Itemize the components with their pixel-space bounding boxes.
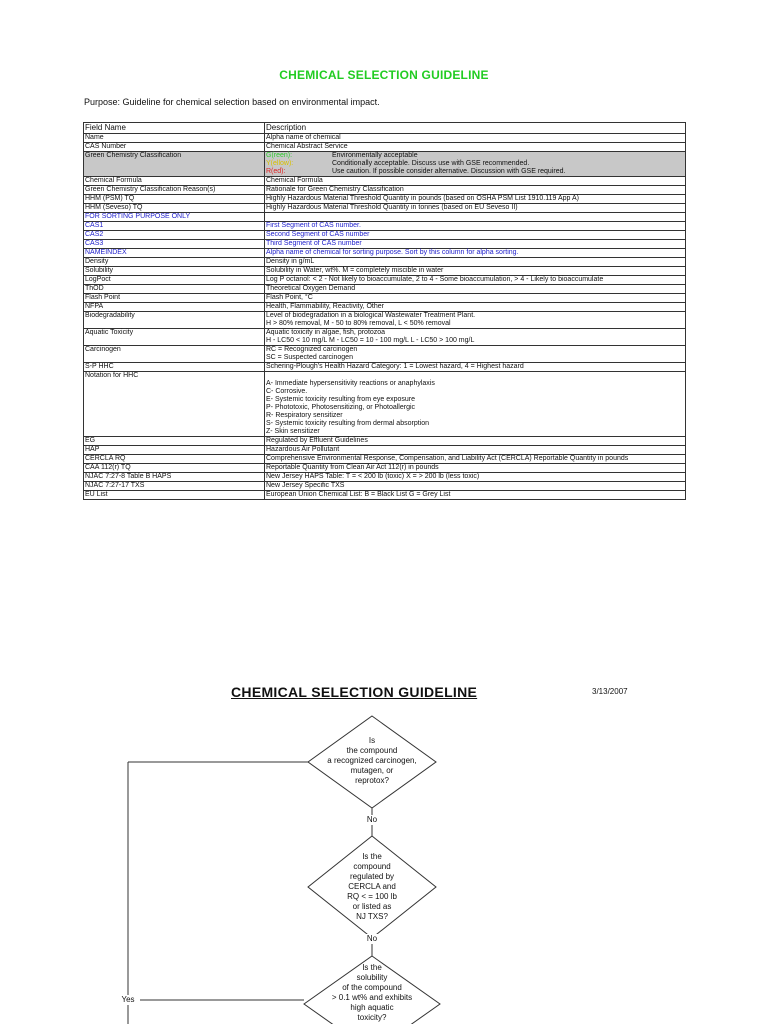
- field-name-cell: Aquatic Toxicity: [84, 329, 265, 346]
- description-cell: Comprehensive Environmental Response, Compensation, and Liability Act (CERCLA) Reportable Quantity in pounds: [265, 455, 686, 464]
- description-cell: Alpha name of chemical for sorting purpose. Sort by this column for alpha sorting.: [265, 249, 686, 258]
- field-name-cell: FOR SORTING PURPOSE ONLY: [84, 213, 265, 222]
- field-name-cell: EU List: [84, 491, 265, 500]
- description-cell: Log P octanol: < 2 - Not likely to bioaccumulate, 2 to 4 - Some bioaccumulation, > 4 - Likely to bioaccumulate: [265, 276, 686, 285]
- field-name-cell: Flash Point: [84, 294, 265, 303]
- classification-text: Environmentally acceptable: [332, 152, 418, 159]
- description-cell: Second Segment of CAS number: [265, 231, 686, 240]
- field-name-cell: NJAC 7:27-8 Table B HAPS: [84, 473, 265, 482]
- field-name-cell: NFPA: [84, 303, 265, 312]
- description-cell: Density in g/mL: [265, 258, 686, 267]
- field-name-cell: HHM (Seveso) TQ: [84, 204, 265, 213]
- description-cell: Chemical Formula: [265, 177, 686, 186]
- description-cell: Solubility in Water, wt%. M = completely miscible in water: [265, 267, 686, 276]
- field-name-cell: CAS1: [84, 222, 265, 231]
- header-field-name: Field Name: [84, 123, 265, 134]
- description-cell: First Segment of CAS number.: [265, 222, 686, 231]
- classification-tag: G(reen):: [266, 152, 293, 159]
- field-name-cell: HHM (PSM) TQ: [84, 195, 265, 204]
- description-cell: Third Segment of CAS number: [265, 240, 686, 249]
- classification-text: Conditionally acceptable. Discuss use with GSE recommended.: [332, 160, 530, 167]
- field-name-cell: HAP: [84, 446, 265, 455]
- header-description: Description: [265, 123, 686, 134]
- field-name-cell: CAS3: [84, 240, 265, 249]
- field-name-cell: Biodegradability: [84, 312, 265, 329]
- question-3: Is the solubility of the compound > 0.1 wt% and exhibits high aquatic toxicity?: [331, 963, 413, 1022]
- field-name-cell: LogPoct: [84, 276, 265, 285]
- description-cell: Highly Hazardous Material Threshold Quantity in tonnes (based on EU Seveso II): [265, 204, 686, 213]
- no-label-2: No: [352, 934, 392, 944]
- description-cell: Chemical Abstract Service: [265, 143, 686, 152]
- description-cell: European Union Chemical List: B = Black List G = Grey List: [265, 491, 686, 500]
- flowchart-title: CHEMICAL SELECTION GUIDELINE: [231, 684, 478, 700]
- no-label-1: No: [352, 815, 392, 825]
- field-name-cell: CAA 112(r) TQ: [84, 464, 265, 473]
- description-cell: Health, Flammability, Reactivity, Other: [265, 303, 686, 312]
- description-cell: Schering-Plough's Health Hazard Category: 1 = Lowest hazard, 4 = Highest hazard: [265, 363, 686, 372]
- field-name-cell: ThOD: [84, 285, 265, 294]
- description-cell: New Jersey HAPS Table: T = < 200 lb (toxic) X = > 200 lb (less toxic): [265, 473, 686, 482]
- question-2: Is the compound regulated by CERCLA and RQ < = 100 lb or listed as NJ TXS?: [347, 852, 397, 921]
- description-cell: Rationale for Green Chemistry Classification: [265, 186, 686, 195]
- classification-tag: R(ed):: [266, 168, 286, 175]
- description-cell: Flash Point, °C: [265, 294, 686, 303]
- description-cell: New Jersey Specific TXS: [265, 482, 686, 491]
- field-name-cell: Carcinogen: [84, 346, 265, 363]
- description-cell: Highly Hazardous Material Threshold Quantity in pounds (based on OSHA PSM List 1910.119 App A): [265, 195, 686, 204]
- field-name-cell: Name: [84, 134, 265, 143]
- field-name-cell: CAS2: [84, 231, 265, 240]
- description-cell: Level of biodegradation in a biological Wastewater Treatment Plant. H > 80% removal, M - 50 to 80% removal, L < 50% removal: [265, 312, 686, 329]
- field-name-cell: NJAC 7:27-17 TXS: [84, 482, 265, 491]
- field-name-cell: Solubility: [84, 267, 265, 276]
- classification-text: Use caution. If possible consider alternative. Discussion with GSE required.: [332, 168, 566, 175]
- yes-label: Yes: [116, 995, 140, 1005]
- description-cell: Alpha name of chemical: [265, 134, 686, 143]
- field-name-cell: Chemical Formula: [84, 177, 265, 186]
- field-name-cell: CAS Number: [84, 143, 265, 152]
- description-cell: Theoretical Oxygen Demand: [265, 285, 686, 294]
- description-cell: Hazardous Air Pollutant: [265, 446, 686, 455]
- field-name-cell: Density: [84, 258, 265, 267]
- classification-tag: Y(ellow):: [266, 160, 294, 167]
- field-name-cell: Green Chemistry Classification: [84, 152, 265, 177]
- field-name-cell: NAMEINDEX: [84, 249, 265, 258]
- question-1: Is the compound a recognized carcinogen, mutagen, or reprotox?: [327, 736, 417, 785]
- purpose-text: Purpose: Guideline for chemical selection based on environmental impact.: [84, 97, 380, 107]
- description-cell: RC = Recognized carcinogen SC = Suspected carcinogen: [265, 346, 686, 363]
- description-cell: Regulated by Effluent Guidelines: [265, 437, 686, 446]
- field-name-cell: Notation for HHC: [84, 372, 265, 437]
- field-name-cell: CERCLA RQ: [84, 455, 265, 464]
- field-name-cell: Green Chemistry Classification Reason(s): [84, 186, 265, 195]
- description-cell: Aquatic toxicity in algae, fish, protozoa H - LC50 < 10 mg/L M - LC50 = 10 - 100 mg/L L - LC50 > 100 mg/L: [265, 329, 686, 346]
- description-cell: Reportable Quantity from Clean Air Act 112(r) in pounds: [265, 464, 686, 473]
- field-name-cell: EG: [84, 437, 265, 446]
- description-cell: A- Immediate hypersensitivity reactions or anaphylaxis C- Corrosive. E- Systemic toxicity resulting from eye exposure P- Phototoxic, Photosensitizing, or Photoallergic R- Respiratory sensitizer S- Systemic toxicity resulting from dermal absorption Z- Skin sensitizer: [265, 372, 686, 437]
- field-name-cell: S-P HHC: [84, 363, 265, 372]
- flowchart-date: 3/13/2007: [592, 687, 628, 696]
- page-title: CHEMICAL SELECTION GUIDELINE: [279, 68, 489, 82]
